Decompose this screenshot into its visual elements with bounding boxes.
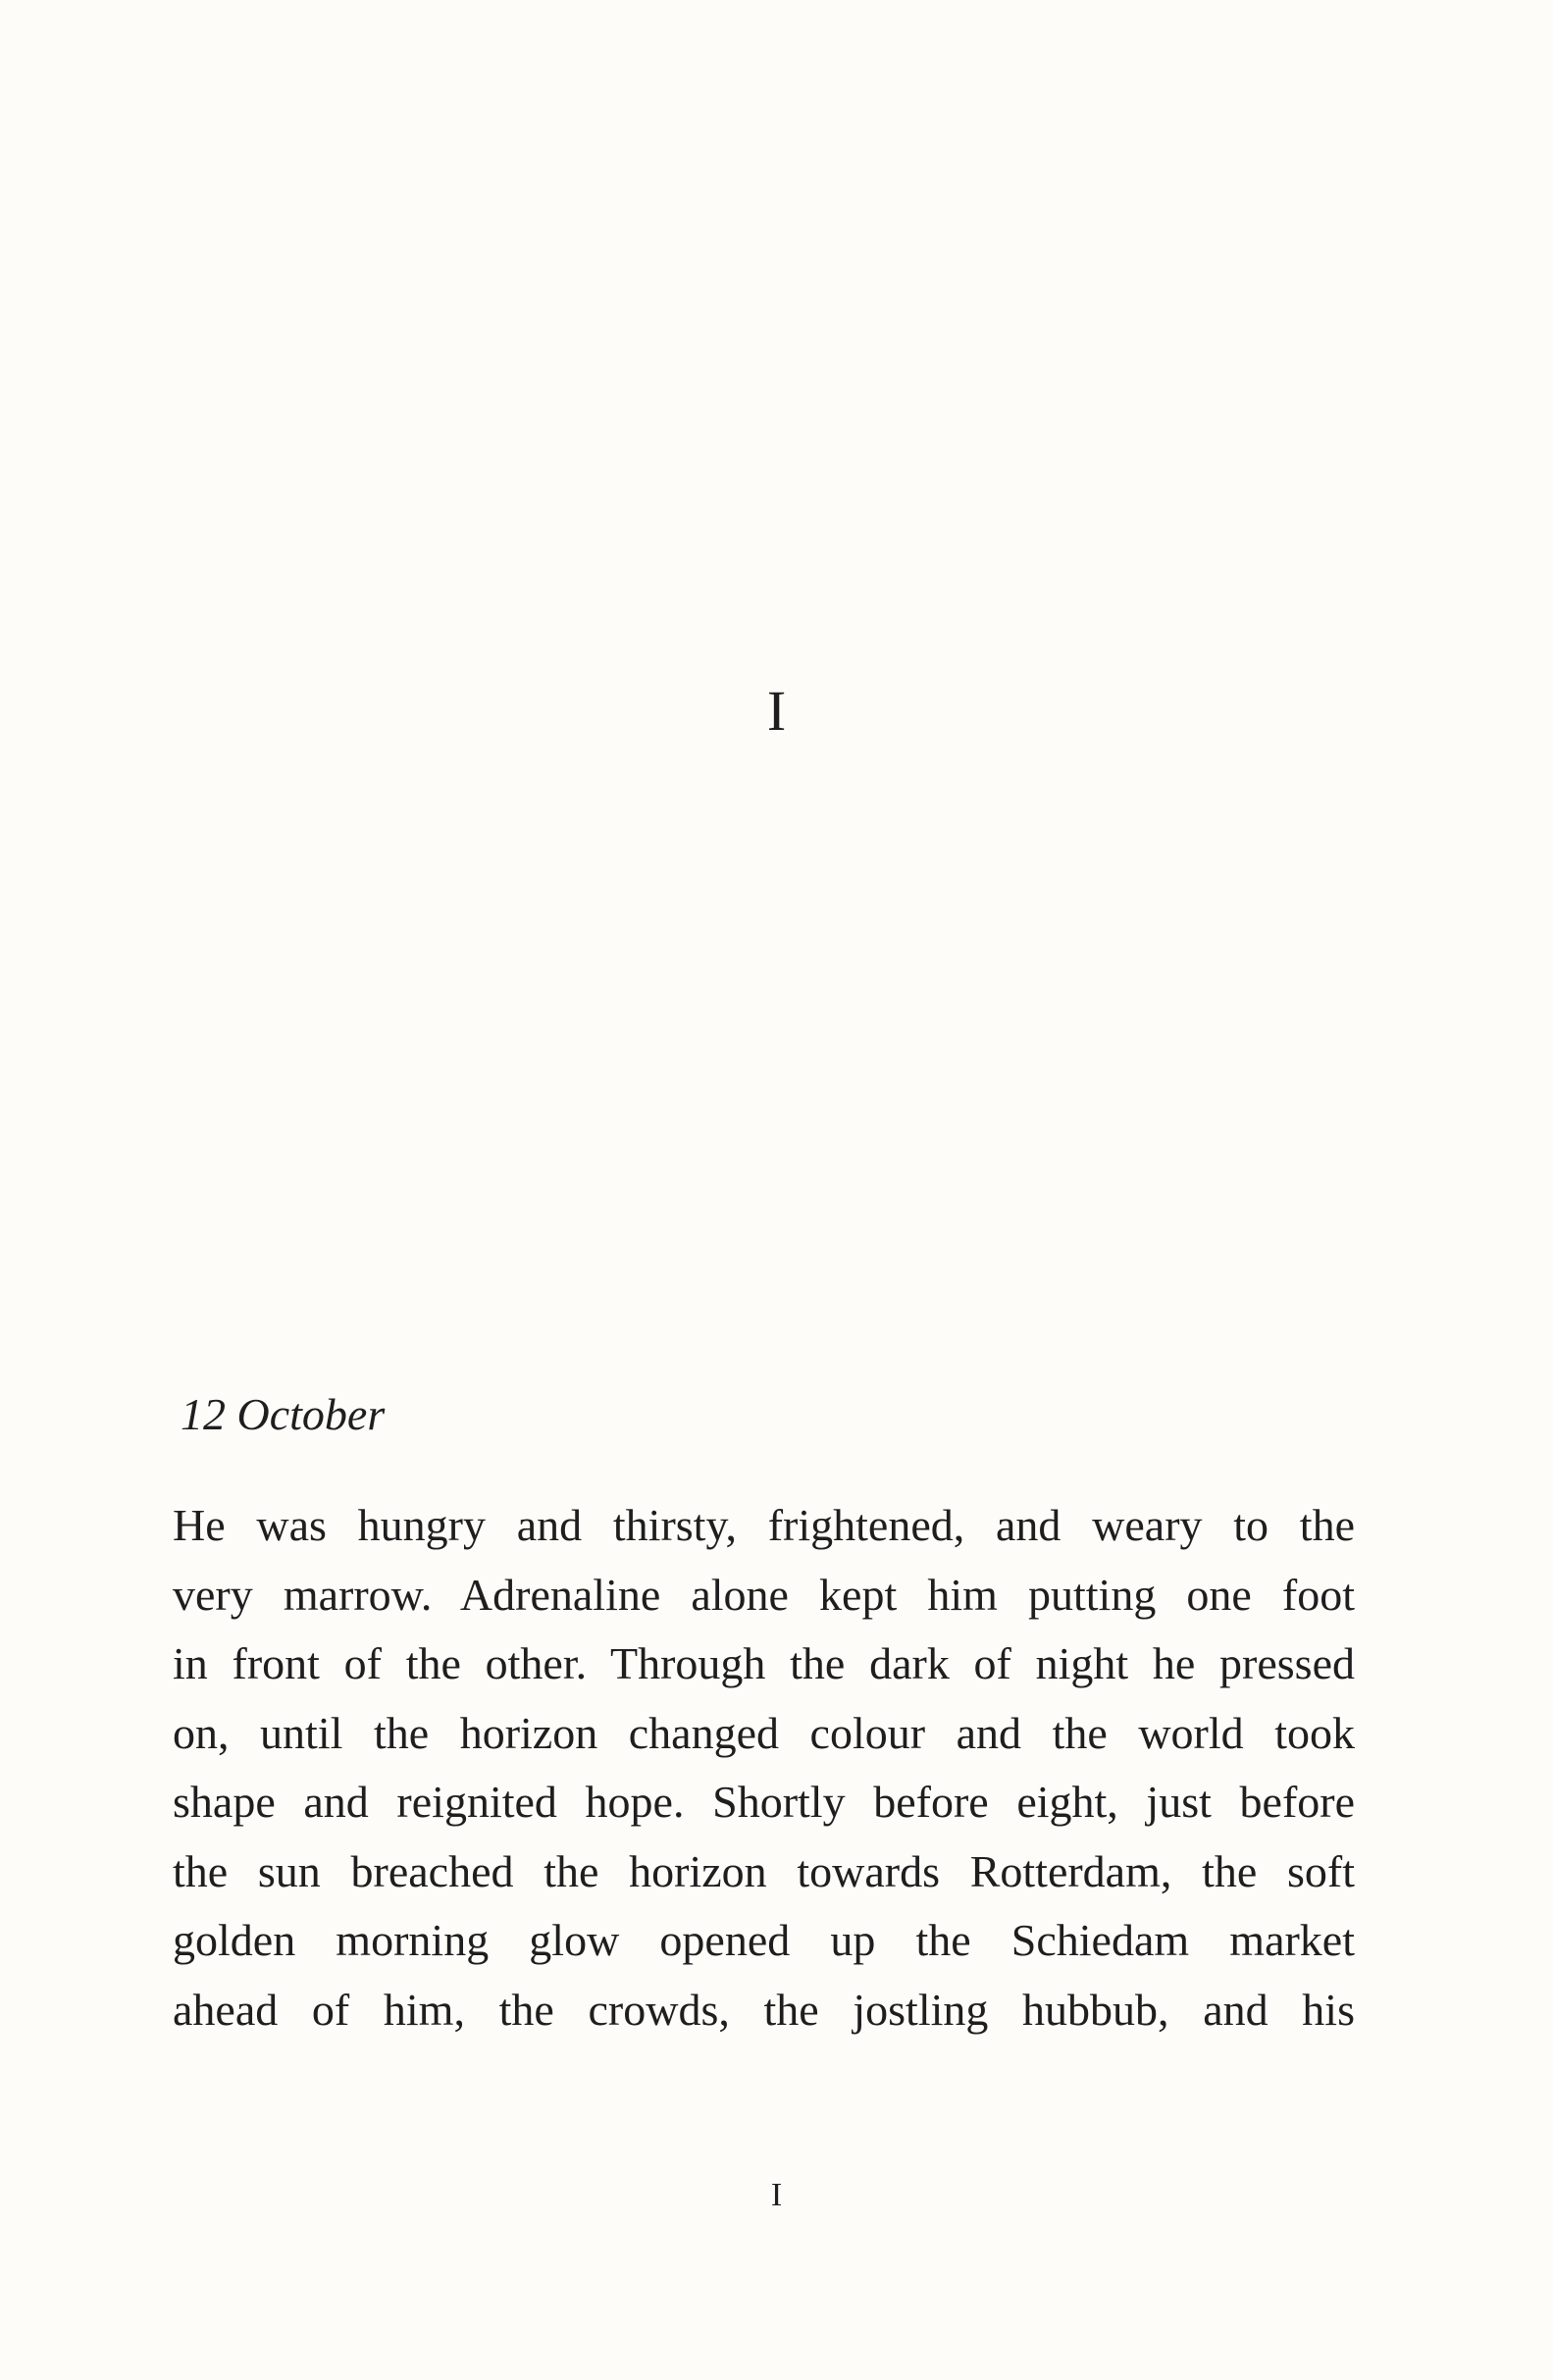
text-line: golden morning glow opened up the Schiedam market bbox=[173, 1915, 1355, 1965]
text-line: ahead of him, the crowds, the jostling hubbub, and his bbox=[173, 1984, 1355, 2035]
chapter-number: I bbox=[766, 679, 787, 743]
text-line: very marrow. Adrenaline alone kept him putting one foot bbox=[173, 1569, 1355, 1620]
body-paragraph bbox=[173, 1491, 1355, 2044]
text-line: shape and reignited hope. Shortly before eight, just before bbox=[173, 1777, 1355, 1827]
text-line: He was hungry and thirsty, frightened, and weary to the bbox=[173, 1500, 1355, 1550]
text-line: the sun breached the horizon towards Rotterdam, the soft bbox=[173, 1845, 1355, 1896]
entry-date: 12 October bbox=[181, 1389, 386, 1439]
text-line: in front of the other. Through the dark of night he pressed bbox=[173, 1638, 1355, 1688]
text-line: on, until the horizon changed colour and the world took bbox=[173, 1707, 1355, 1758]
page-number: I bbox=[770, 2177, 783, 2213]
